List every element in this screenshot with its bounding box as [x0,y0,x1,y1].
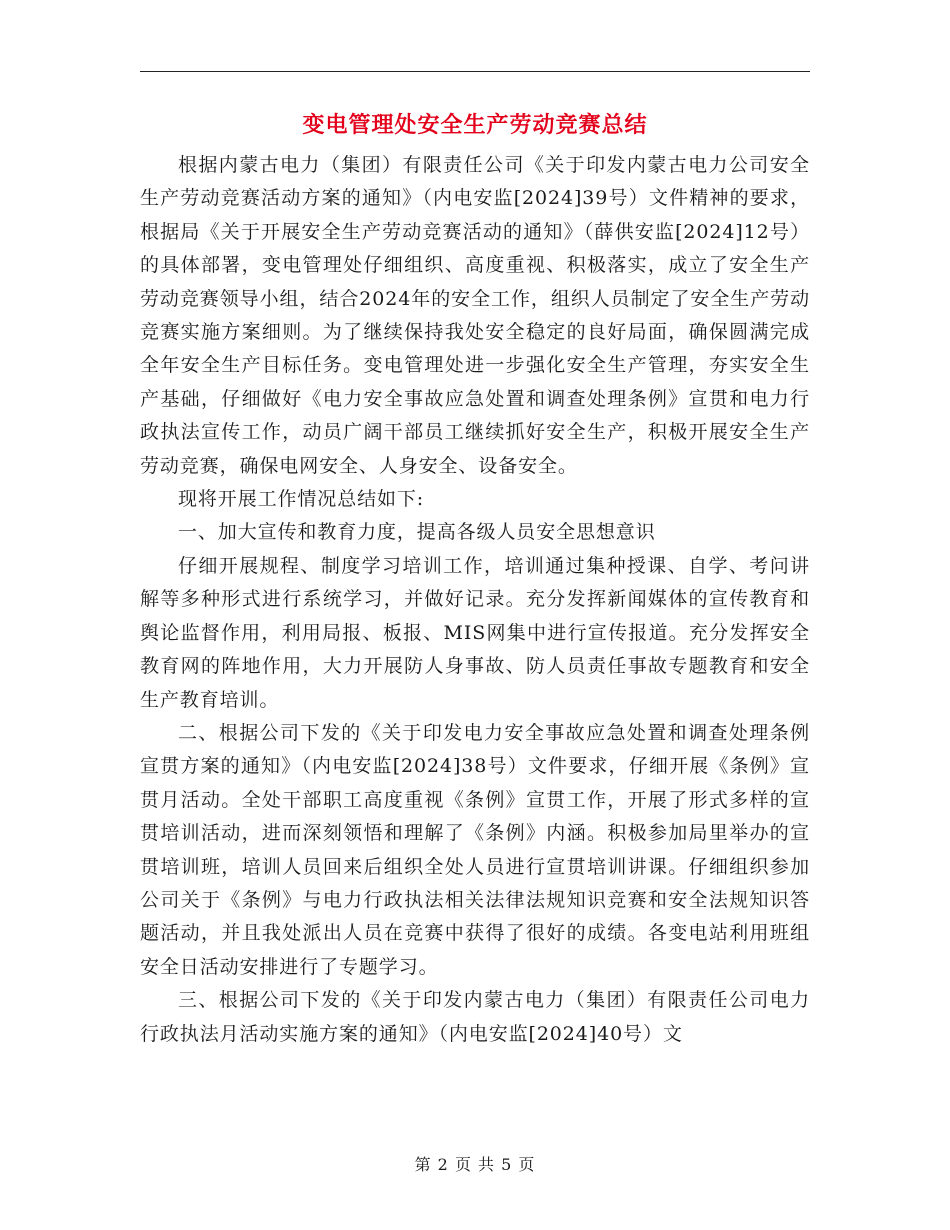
document-body [140,149,810,1051]
page-number: 第 2 页 共 5 页 [414,1155,536,1174]
paragraph-summary-lead: 现将开展工作情况总结如下: [178,488,425,511]
paragraph-intro: 根据内蒙古电力（集团）有限责任公司《关于印发内蒙古电力公司安全生产劳动竞赛活动方案的通知》（内电安监[2024]39号）文件精神的要求，根据局《关于开展安全生产劳动竞赛活动的通知》（薛供安监[2024]12号）的具体部署，变电管理处仔细组织、高度重视、积极落实，成立了安全生产劳动竞赛领导小组，结合2024年的安全工作，组织人员制定了安全生产劳动竞赛实施方案细则。为了继续保持我处安全稳定的良好局面，确保圆满完成全年安全生产目标任务。变电管理处进一步强化安全生产管理，夯实安全生产基础，仔细做好《电力安全事故应急处置和调查处理条例》宣贯和电力行政执法宣传工作，动员广阔干部员工继续抓好安全生产，积极开展安全生产劳动竞赛，确保电网安全、人身安全、设备安全。 [140,154,810,477]
paragraph-section-3: 三、根据公司下发的《关于印发内蒙古电力（集团）有限责任公司电力行政执法月活动实施方案的通知》（内电安监[2024]40号）文 [140,989,810,1045]
paragraph-section-1: 仔细开展规程、制度学习培训工作，培训通过集种授课、自学、考问讲解等多种形式进行系统学习，并做好记录。充分发挥新闻媒体的宣传教育和舆论监督作用，利用局报、板报、MIS网集中进行宣传报道。充分发挥安全教育网的阵地作用，大力开展防人身事故、防人员责任事故专题教育和安全生产教育培训。 [140,554,810,711]
section-heading-1: 一、加大宣传和教育力度，提高各级人员安全思想意识 [178,521,656,544]
document-title: 变电管理处安全生产劳动竞赛总结 [302,112,648,138]
paragraph-section-2: 二、根据公司下发的《关于印发电力安全事故应急处置和调查处理条例宣贯方案的通知》（内电安监[2024]38号）文件要求，仔细开展《条例》宣贯月活动。全处干部职工高度重视《条例》宣贯工作，开展了形式多样的宣贯培训活动，进而深刻领悟和理解了《条例》内涵。积极参加局里举办的宣贯培训班，培训人员回来后组织全处人员进行宣贯培训讲课。仔细组织参加公司关于《条例》与电力行政执法相关法律法规知识竞赛和安全法规知识答题活动，并且我处派出人员在竞赛中获得了很好的成绩。各变电站利用班组安全日活动安排进行了专题学习。 [140,721,810,978]
header-rule [140,71,810,72]
